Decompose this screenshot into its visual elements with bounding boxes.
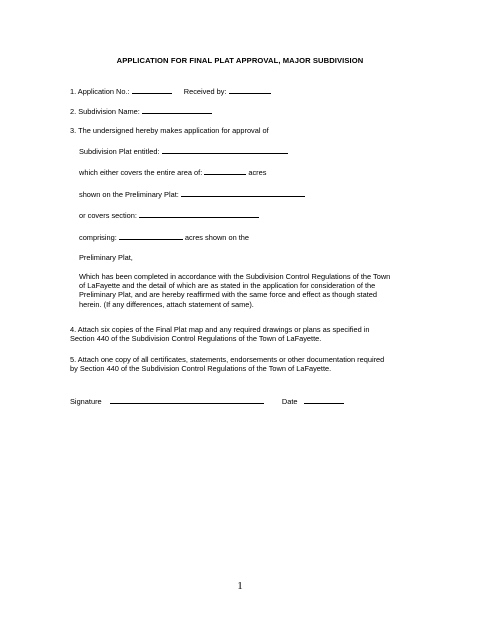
item5-paragraph [70,355,384,373]
item3-paragraph [79,272,390,309]
paragraph-line: Section 440 of the Subdivision Control Regulations of the Town of LaFayette. [70,334,322,344]
application-no-label: 1. Application No.: [70,87,130,96]
paragraph-line: of LaFayette and the detail of which are as stated in the application for consideration of the [79,281,376,291]
signature-row [70,396,344,406]
preliminary-plat-row [79,189,305,199]
paragraph-line: 5. Attach one copy of all certificates, statements, endorsements or other documentation required [70,355,385,364]
form-title: APPLICATION FOR FINAL PLAT APPROVAL, MAJOR SUBDIVISION [116,56,364,65]
acres-label: acres [248,168,267,177]
covers-section-field[interactable] [139,210,259,218]
item4-paragraph [70,325,370,343]
comprising-row [79,232,249,242]
signature-label: Signature [70,397,102,406]
covers-section-row [79,210,259,220]
covers-area-row [79,167,266,177]
comprising-field[interactable] [119,232,183,240]
received-by-field[interactable] [229,86,271,94]
subdivision-name-row [70,106,212,116]
covers-section-label: or covers section: [79,211,137,220]
shown-on-preliminary-label: shown on the Preliminary Plat: [79,190,179,199]
paragraph-line: Preliminary Plat, and are hereby reaffirmed with the same force and effect as though stated [79,290,377,300]
item3-intro: 3. The undersigned hereby makes application for approval of [70,126,269,135]
covers-area-label: which either covers the entire area of: [79,168,203,177]
paragraph-line: by Section 440 of the Subdivision Control Regulations of the Town of LaFayette. [70,364,332,374]
shown-on-preliminary-field[interactable] [181,189,305,197]
comprising-label: comprising: [79,233,117,242]
subdivision-name-label: 2. Subdivision Name: [70,107,140,116]
signature-field[interactable] [110,396,264,404]
date-field[interactable] [304,396,344,404]
paragraph-line: Which has been completed in accordance with the Subdivision Control Regulations of the Town [79,272,391,281]
covers-area-field[interactable] [204,167,246,175]
page-number: 1 [237,580,243,592]
preliminary-plat-label: Preliminary Plat, [79,253,133,262]
date-label: Date [281,397,298,406]
application-no-field[interactable] [132,86,172,94]
paragraph-line: herein. (If any differences, attach statement of same). [79,299,254,309]
received-by-label: Received by: [183,87,227,96]
paragraph-line: 4. Attach six copies of the Final Plat map and any required drawings or plans as specified in [70,325,370,334]
subdivision-name-field[interactable] [142,106,212,114]
application-no-row [70,86,271,96]
plat-entitled-field[interactable] [162,146,288,154]
plat-entitled-row [79,146,288,156]
comprising-suffix: acres shown on the [184,233,250,242]
plat-entitled-label: Subdivision Plat entitled: [79,147,160,156]
